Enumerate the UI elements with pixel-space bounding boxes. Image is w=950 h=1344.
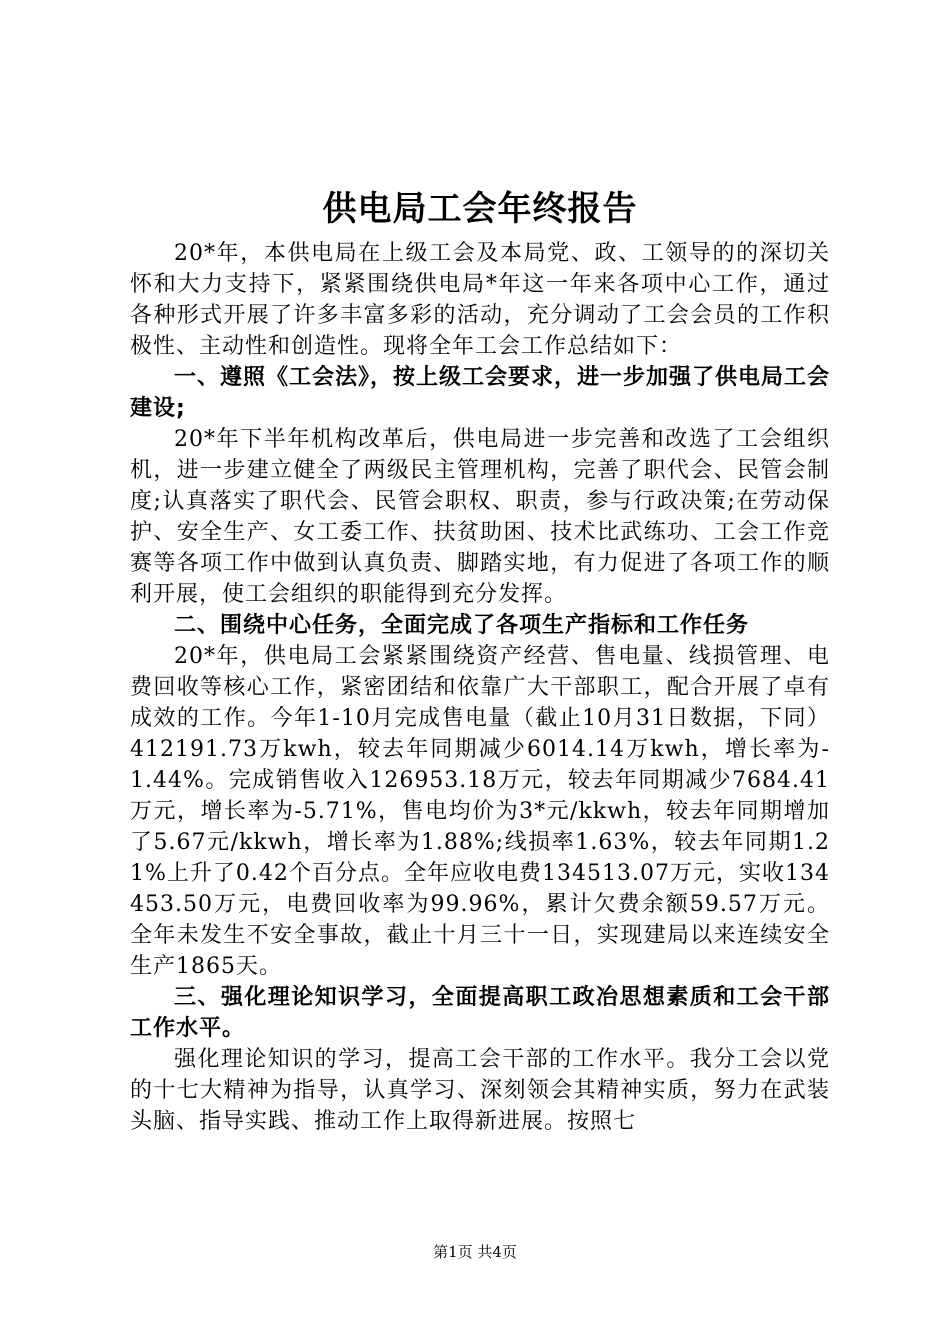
document-body — [130, 180, 830, 1137]
section-heading-3: 三、强化理论知识学习，全面提高职工政冶思想素质和工会干部工作水平。 — [130, 985, 830, 1041]
section-heading-2: 二、围绕中心任务，全面完成了各项生产指标和工作任务 — [174, 613, 750, 638]
document-title: 供电局工会年终报告 — [322, 189, 638, 229]
section-paragraph-3: 强化理论知识的学习，提高工会干部的工作水平。我分工会以党的十七大精神为指导，认真学习、深刻领会其精神实质，努力在武装头脑、指导实践、推动工作上取得新进展。按照七 — [130, 1047, 830, 1134]
page-footer: 第1页 共4页 — [433, 1243, 517, 1261]
intro-paragraph: 20*年，本供电局在上级工会及本局党、政、工领导的的深切关怀和大力支持下，紧紧围绕供电局*年这一年来各项中心工作，通过各种形式开展了许多丰富多彩的活动，充分调动了工会会员的工作积极性、主动性和创造性。现将全年工会工作总结如下： — [130, 241, 830, 359]
section-paragraph-1: 20*年下半年机构改革后，供电局进一步完善和改选了工会组织机，进一步建立健全了两级民主管理机构，完善了职代会、民管会制度;认真落实了职代会、民管会职权、职责，参与行政决策;在劳动保护、安全生产、女工委工作、扶贫助困、技术比武练功、工会工作竞赛等各项工作中做到认真负责、脚踏实地，有力促进了各项工作的顺利开展，使工会组织的职能得到充分发挥。 — [130, 427, 830, 607]
section-heading-1: 一、遵照《工会法》，按上级工会要求，进一步加强了供电局工会建设; — [130, 365, 831, 421]
section-paragraph-2: 20*年，供电局工会紧紧围绕资产经营、售电量、线损管理、电费回收等核心工作，紧密团结和依靠广大干部职工，配合开展了卓有成效的工作。今年1-10月完成售电量（截止10月31日数据，下同）412191.73万kwh，较去年同期减少6014.14万kwh，增长率为-1.44%。完成销售收入126953.18万元，较去年同期减少7684.41万元，增长率为-5.71%，售电均价为3*元/kkwh，较去年同期增加了5.67元/kkwh，增长率为1.88%;线损率1.63%，较去年同期1.21%上升了0.42个百分点。全年应收电费134513.07万元，实收134453.50万元，电费回收率为99.96%，累计欠费余额59.57万元。全年未发生不安全事故，截止十月三十一日，实现建局以来连续安全生产1865天。 — [130, 644, 830, 979]
